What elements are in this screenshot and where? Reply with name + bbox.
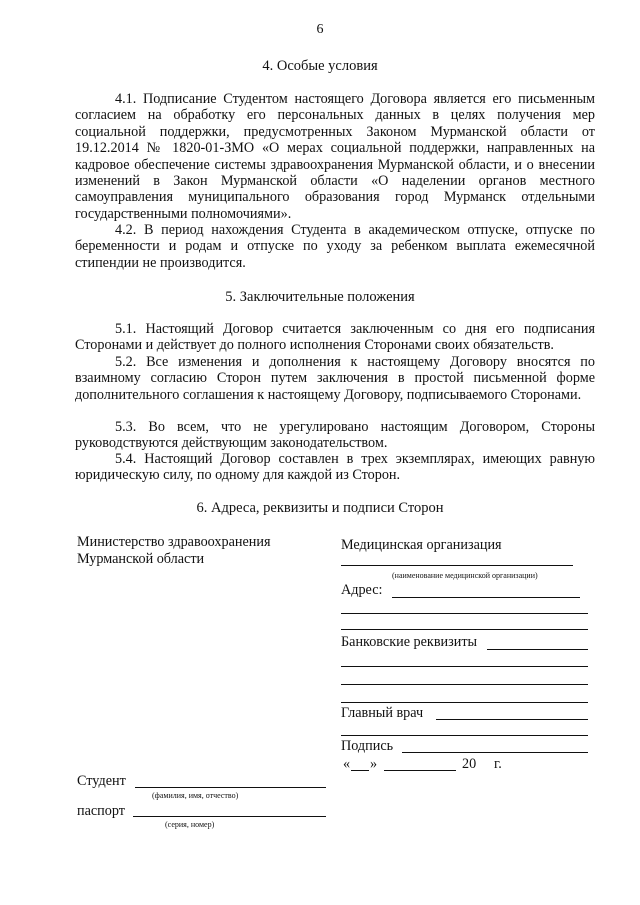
bank-field-1[interactable] [487,649,588,650]
section-4-heading: 4. Особые условия [262,58,378,74]
medical-org-label: Медицинская организация [341,537,502,553]
bank-field-4[interactable] [341,702,588,703]
student-name-field[interactable] [135,787,326,788]
chief-doctor-field[interactable] [436,719,588,720]
org-name-caption: (наименование медицинской организации) [392,571,538,580]
bank-details-label: Банковские реквизиты [341,634,478,650]
address-field-3[interactable] [341,629,588,630]
bank-field-3[interactable] [341,684,588,685]
passport-label: паспорт [77,803,125,819]
date-month-field[interactable] [384,770,456,771]
date-close-quote: » [370,756,378,772]
clause-5-4: 5.4. Настоящий Договор составлен в трех экземплярах, имеющих равную юридическую силу, по одному для каждой из Сторон. [75,451,595,484]
section-5-heading: 5. Заключительные положения [225,289,415,305]
year-label: 20 [462,756,477,772]
passport-caption: (серия, номер) [165,820,215,829]
date-open-quote: « [343,756,351,772]
ministry-party: Министерство здравоохранения Мурманской области [77,534,271,567]
student-name-caption: (фамилия, имя, отчество) [152,791,239,800]
year-suffix: г. [494,756,502,772]
address-label: Адрес: [341,582,383,598]
address-field-2[interactable] [341,613,588,614]
clause-5-1: 5.1. Настоящий Договор считается заключенным со дня его подписания Сторонами и действует до полного исполнения Сторонами своих обязательств. [75,321,595,354]
address-field-1[interactable] [392,597,580,598]
passport-field[interactable] [133,816,326,817]
page-number: 6 [316,22,324,37]
org-name-field[interactable] [341,565,573,566]
student-label: Студент [77,773,126,789]
section-6-heading: 6. Адреса, реквизиты и подписи Сторон [196,500,444,516]
bank-field-2[interactable] [341,666,588,667]
chief-doctor-field-2[interactable] [341,735,588,736]
clause-5-3: 5.3. Во всем, что не урегулировано настоящим Договором, Стороны руководствуются действующим законодательством. [75,419,595,452]
chief-doctor-label: Главный врач [341,705,424,721]
clause-5-2: 5.2. Все изменения и дополнения к настоящему Договору вносятся по взаимному согласию Сторон путем заключения в простой письменной форме дополнительного соглашения к настоящему Договору, подписываемого Сторонами. [75,354,595,403]
signature-label: Подпись [341,738,394,754]
clause-4-1: 4.1. Подписание Студентом настоящего Договора является его письменным согласием на обработку его персональных данных в целях получения мер социальной поддержки, предусмотренных Законом Мурманской области от 19.12.2014 № 1820-01-ЗМО «О мерах социальной поддержки, направленных на кадровое обеспечение системы здравоохранения Мурманской области, и о внесении изменений в Закон Мурманской области «О наделении органов местного самоуправления муниципального образования город Мурманск отдельными государственными полномочиями». [75,91,595,222]
date-day-field[interactable] [351,770,369,771]
signature-field[interactable] [402,752,588,753]
clause-4-2: 4.2. В период нахождения Студента в академическом отпуске, отпуске по беременности и родам и отпуске по уходу за ребенком выплата ежемесячной стипендии не производится. [75,222,595,271]
